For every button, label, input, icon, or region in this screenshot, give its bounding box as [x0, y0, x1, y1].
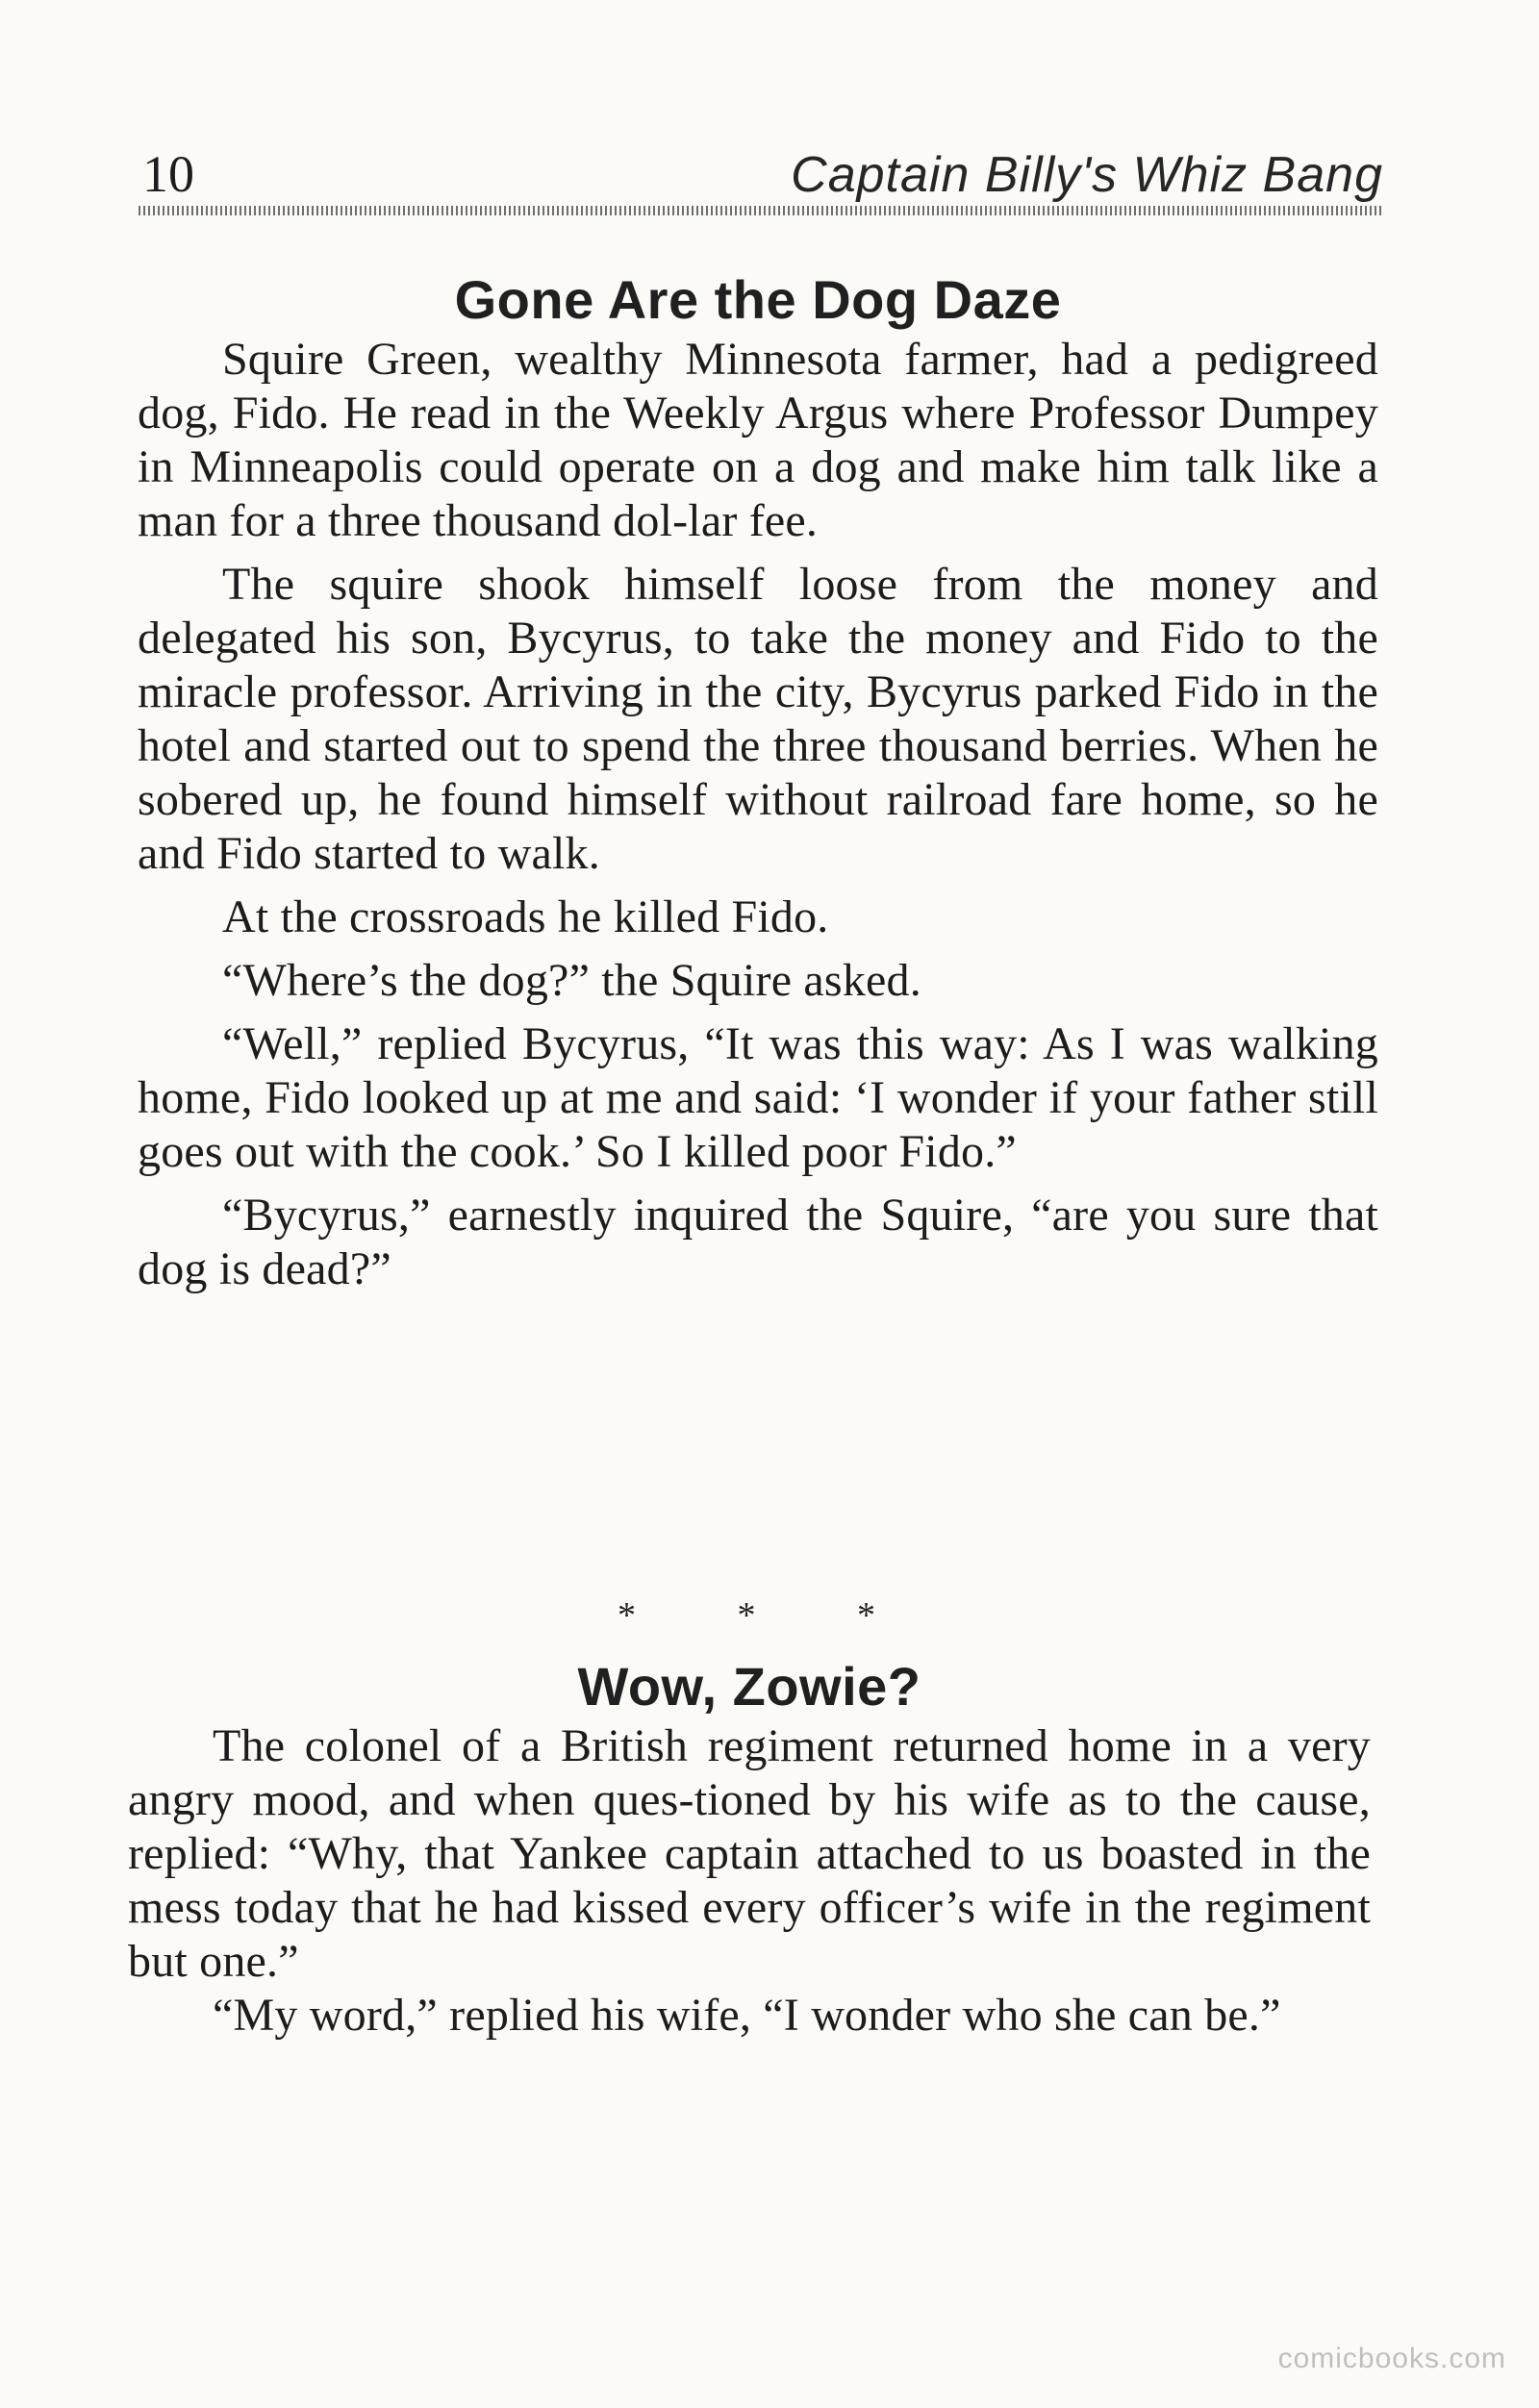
story-paragraph: The colonel of a British regiment returned home in a very angry mood, and when ques-tioned by his wife as to the cause, replied: “Why, that Yankee captain attached to us boasted in the mess today that he had kissed every officer’s wife in the regiment but one.” [128, 1720, 1371, 1987]
story-paragraph: “Well,” replied Bycyrus, “It was this way: As I was walking home, Fido looked up at me and said: ‘I wonder if your father still goes out with the cook.’ So I killed poor Fido.” [138, 1018, 1378, 1177]
running-header [142, 144, 1383, 213]
story-paragraph: “Bycyrus,” earnestly inquired the Squire, “are you sure that dog is dead?” [138, 1190, 1378, 1294]
publication-title: Captain Billy's Whiz Bang [791, 147, 1383, 203]
story-paragraph: “My word,” replied his wife, “I wonder who she can be.” [213, 1990, 1281, 2041]
page-number: 10 [142, 145, 194, 203]
article-title: Wow, Zowie? [577, 1656, 921, 1717]
watermark: comicbooks.com [1277, 2343, 1506, 2374]
article-gone-are-the-dog-daze [138, 267, 1378, 1296]
header-rule [139, 206, 1383, 215]
story-paragraph: The squire shook himself loose from the money and delegated his son, Bycyrus, to take the money and Fido to the miracle professor. Arriving in the city, Bycyrus parked Fido in the hotel and started out to spend the three thousand berries. When he sobered up, he found himself without railroad fare home, so he and Fido started to walk. [138, 559, 1378, 879]
article-wow-zowie [128, 1654, 1371, 2043]
section-separator: * * * [618, 1595, 921, 1636]
story-paragraph: Squire Green, wealthy Minnesota farmer, had a pedigreed dog, Fido. He read in the Weekly Argus where Professor Dumpey in Minneapolis could operate on a dog and make him talk like a man for a three thousand dol-lar fee. [138, 334, 1378, 546]
article-title: Gone Are the Dog Daze [454, 269, 1062, 330]
story-paragraph: At the crossroads he killed Fido. [222, 891, 829, 942]
story-paragraph: “Where’s the dog?” the Squire asked. [222, 955, 921, 1006]
